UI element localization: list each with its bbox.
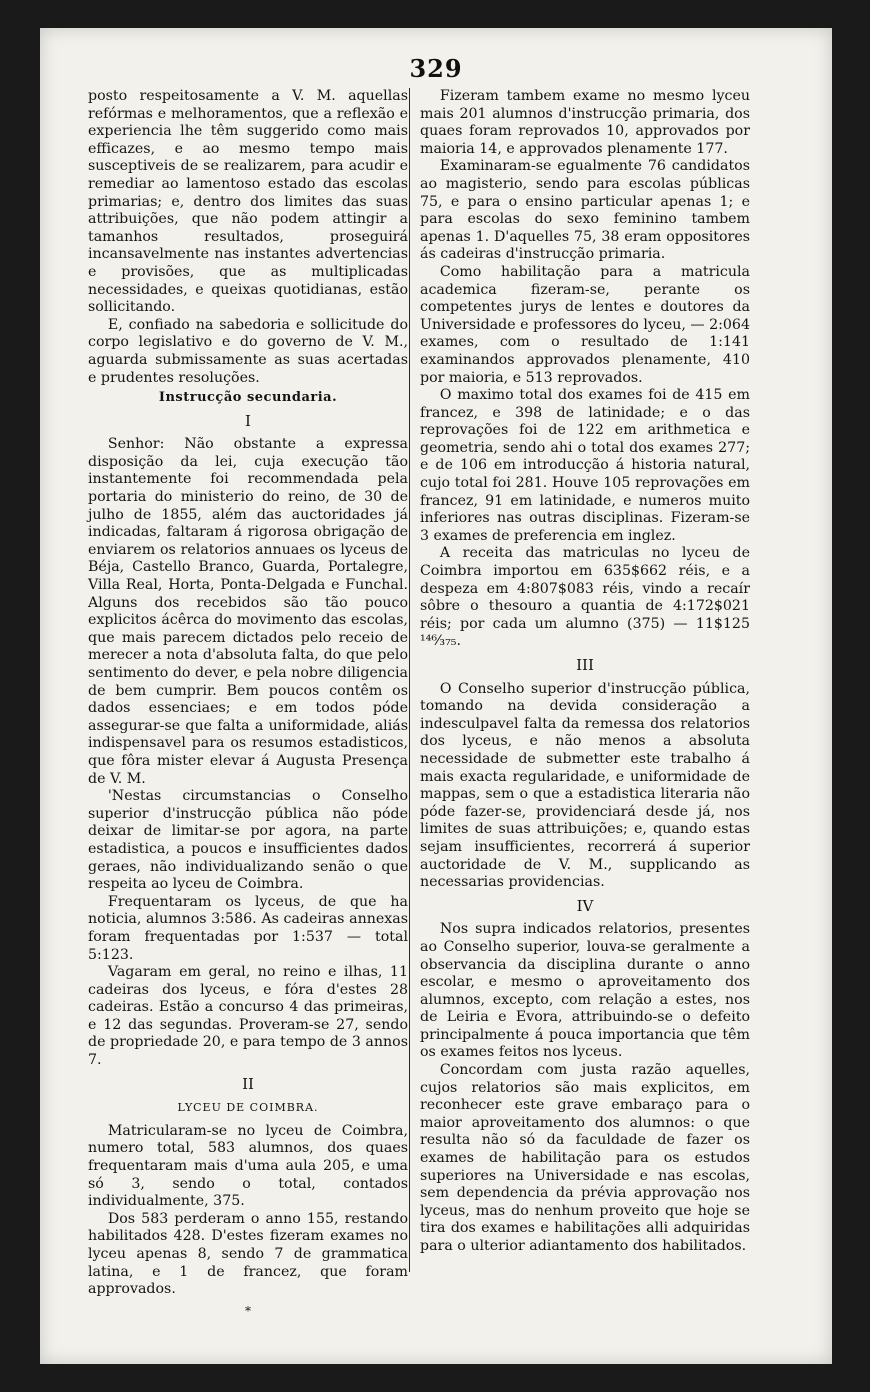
paragraph: E, confiado na sabedoria e sollicitude do corpo legislativo e do governo de V. M., aguarda submissamente as suas acertadas e prudentes resoluções. (88, 316, 408, 386)
paragraph: O maximo total dos exames foi de 415 em francez, e 398 de latinidade; e o das reprovações foi de 122 em arithmetica e geometria, sendo ahi o total dos exames 277; e de 106 em introducção á historia natural, cujo total foi 281. Houve 105 reprovações em francez, 91 em latinidade, e numeros muito inferiores nas outras disciplinas. Fizeram-se 3 exames de preferencia em inglez. (420, 387, 750, 544)
paragraph: A receita das matriculas no lyceu de Coimbra importou em 635$662 réis, e a despeza em 4:807$083 réis, vindo a recaír sôbre o thesouro a quantia de 4:172$021 réis; por cada um alumno (375) — 11$125 ¹⁴⁶⁄₃₇₅. (420, 545, 750, 650)
paragraph: Examinaram-se egualmente 76 candidatos ao magisterio, sendo para escolas públicas 75, e para o ensino particular apenas 1; e para escolas do sexo feminino tambem apenas 1. D'aquelles 75, 38 eram oppositores ás cadeiras d'instrucção primaria. (420, 158, 750, 263)
asterisk-mark: * (245, 1303, 251, 1318)
document-page (40, 28, 832, 1364)
section-number: IV (576, 896, 594, 915)
paragraph: Dos 583 perderam o anno 155, restando habilitados 428. D'estes fizeram exames no lyceu apenas 8, sendo 7 de grammatica latina, e 1 de francez, que foram approvados. (88, 1210, 408, 1298)
page-number: 329 (409, 54, 463, 83)
left-column (88, 88, 408, 1320)
paragraph: Nos supra indicados relatorios, presentes ao Conselho superior, louva-se geralmente a observancia da disciplina durante o anno escolar, e mesmo o aproveitamento dos alumnos, excepto, com relação a estes, nos de Leiria e Evora, attribuindo-se o defeito principalmente á pouca importancia que têm os exames feitos nos lyceus. (420, 921, 750, 1061)
paragraph: Como habilitação para a matricula academica fizeram-se, perante os competentes jurys de lentes e doutores da Universidade e professores do lyceu, — 2:064 exames, com o resultado de 1:141 examinandos approvados plenamente, 410 por maioria, e 513 reprovados. (420, 263, 750, 386)
subsection-heading: LYCEU DE COIMBRA. (177, 1101, 319, 1115)
paragraph: Concordam com justa razão aquelles, cujos relatorios são mais explicitos, em reconhecer este grave embaraço para o maior aproveitamento dos alumnos: o que resulta não só da faculdade de fazer os exames de habilitação para os estudos superiores na Universidade e nas escolas, sem dependencia da prévia approvação nos lyceus, mas do nenhum proveito que hoje se tira dos exames e habilitações alli adquiridas para o ulterior adiantamento dos habilitados. (420, 1062, 750, 1254)
paragraph: Matricularam-se no lyceu de Coimbra, numero total, 583 alumnos, dos quaes frequentaram mais d'uma aula 205, e uma só 3, sendo o total, contados individualmente, 375. (88, 1122, 408, 1210)
paragraph: 'Nestas circumstancias o Conselho superior d'instrucção pública não póde deixar de limitar-se por agora, na parte estadistica, a poucos e insufficientes dados geraes, não individualizando senão o que respeita ao lyceu de Coimbra. (88, 788, 408, 893)
section-number: I (245, 411, 251, 430)
section-heading: Instrucção secundaria. (158, 390, 338, 406)
paragraph: posto respeitosamente a V. M. aquellas refórmas e melhoramentos, que a reflexão e experiencia lhe têm suggerido como mais efficazes, e ao mesmo tempo mais susceptiveis de se realizarem, para acudir e remediar ao lamentoso estado das escolas primarias; e, dentro dos limites das suas attribuições, que não podem attingir a tamanhos resultados, proseguirá incansavelmente nas instantes advertencias e provisões, que as multiplicadas necessidades, e queixas quotidianas, estão sollicitando. (88, 88, 408, 316)
column-divider (409, 88, 410, 1272)
section-number: II (242, 1074, 254, 1093)
paragraph: O Conselho superior d'instrucção pública, tomando na devida consideração a indesculpavel falta da remessa dos relatorios dos lyceus, e não menos a absoluta necessidade de submetter este trabalho á mais exacta regularidade, e uniformidade de mappas, sem o que a estadistica literaria não póde fazer-se, providenciará desde já, nos limites de suas attribuições; e, quando estas sejam insufficientes, recorrerá á superior auctoridade de V. M., supplicando as necessarias providencias. (420, 680, 750, 891)
paragraph: Fizeram tambem exame no mesmo lyceu mais 201 alumnos d'instrucção primaria, dos quaes foram reprovados 10, approvados por maioria 14, e approvados plenamente 177. (420, 88, 750, 157)
paragraph: Vagaram em geral, no reino e ilhas, 11 cadeiras dos lyceus, e fóra d'estes 28 cadeiras. Estão a concurso 4 das primeiras, e 12 das segundas. Proveram-se 27, sendo de propriedade 20, e para tempo de 3 annos 7. (88, 964, 408, 1069)
paragraph: Frequentaram os lyceus, de que ha noticia, alumnos 3:586. As cadeiras annexas foram frequentadas por 1:537 — total 5:123. (88, 893, 408, 963)
right-column (420, 88, 750, 1256)
paragraph: Senhor: Não obstante a expressa disposição da lei, cuja execução tão instantemente foi recommendada pela portaria do ministerio do reino, de 30 de julho de 1855, além das auctoridades já indicadas, faltaram á rigorosa obrigação de enviarem os relatorios annuaes os lyceus de Béja, Castello Branco, Guarda, Portalegre, Villa Real, Horta, Ponta-Delgada e Funchal. Alguns dos recebidos são tão pouco explicitos ácêrca do movimento das escolas, que mais parecem dictados pelo receio de merecer a nota d'absoluta falta, do que pelo sentimento do dever, e pela nobre diligencia de bem cumprir. Bem poucos contêm os dados essenciaes; e em todos póde assegurar-se que falta a uniformidade, aliás indispensavel para os resumos estadisticos, que fôra mister elevar á Augusta Presença de V. M. (88, 436, 408, 787)
section-number: III (576, 656, 594, 674)
